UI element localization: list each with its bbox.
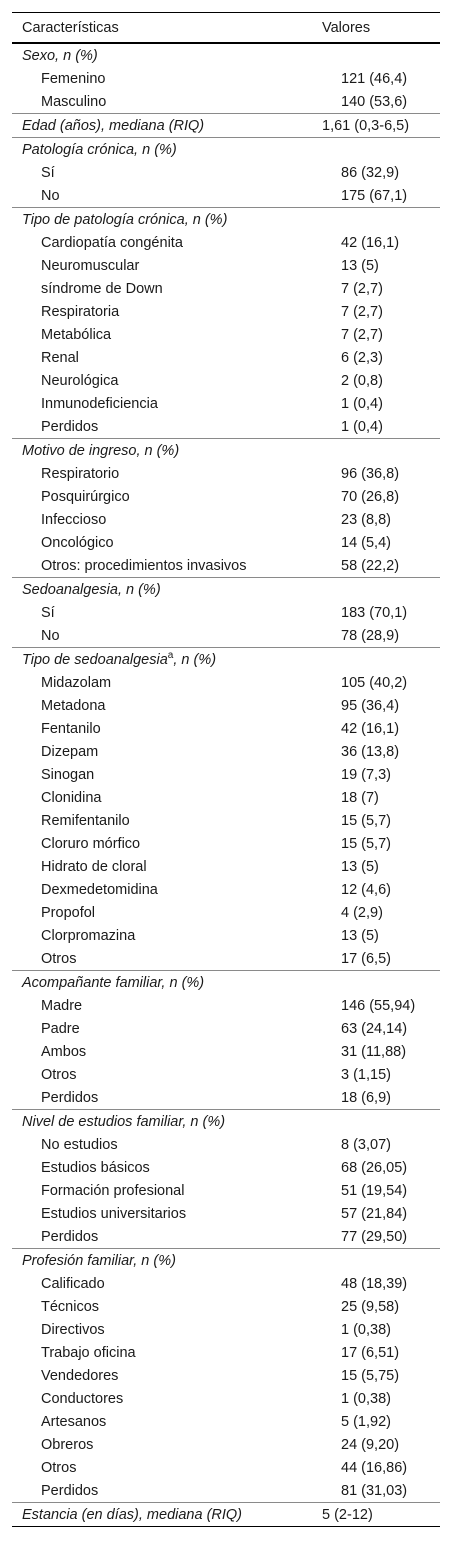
table-header — [12, 13, 440, 44]
table-row — [12, 90, 440, 113]
row-label: Clonidina — [41, 789, 102, 806]
row-value: 18 (6,9) — [341, 1089, 391, 1106]
section-title — [12, 48, 312, 64]
row-label: Cardiopatía congénita — [41, 234, 183, 251]
row-value: 15 (5,7) — [341, 835, 391, 852]
table-row — [12, 763, 440, 786]
table-row — [12, 554, 440, 577]
table-row — [12, 323, 440, 346]
row-value: 42 (16,1) — [341, 234, 400, 251]
row-label: Posquirúrgico — [41, 488, 130, 505]
section-row — [12, 647, 440, 671]
header-characteristics: Características — [22, 19, 119, 36]
row-label: No — [41, 187, 60, 204]
row-value: 24 (9,20) — [341, 1436, 400, 1453]
section-row — [12, 1109, 440, 1133]
section-title-text: Nivel de estudios familiar, n (%) — [22, 1113, 226, 1130]
row-value: 31 (11,88) — [341, 1043, 407, 1060]
row-label: Neurológica — [41, 372, 119, 389]
row-value: 14 (5,4) — [341, 534, 391, 551]
table-row — [12, 809, 440, 832]
row-value: 7 (2,7) — [341, 326, 383, 343]
row-label: Respiratoria — [41, 303, 120, 320]
row-label: Perdidos — [41, 1482, 99, 1499]
section-title-text: Patología crónica, n (%) — [22, 141, 177, 158]
row-label: Técnicos — [41, 1298, 100, 1315]
table-row — [12, 369, 440, 392]
row-value: 13 (5) — [341, 858, 379, 875]
table-row — [12, 1433, 440, 1456]
table-row — [12, 994, 440, 1017]
table-row — [12, 346, 440, 369]
row-label: Metabólica — [41, 326, 112, 343]
table-row — [12, 392, 440, 415]
row-value: 96 (36,8) — [341, 465, 400, 482]
row-label: Neuromuscular — [41, 257, 140, 274]
section-title-text: Tipo de sedoanalgesia — [22, 651, 168, 668]
section-title — [12, 652, 312, 668]
row-label: Oncológico — [41, 534, 114, 551]
section-title-text: Tipo de patología crónica, n (%) — [22, 211, 228, 228]
row-value: 2 (0,8) — [341, 372, 383, 389]
section-row — [12, 207, 440, 231]
row-label: Estudios básicos — [41, 1159, 150, 1176]
table-row — [12, 1133, 440, 1156]
table-row — [12, 1341, 440, 1364]
row-label: Sinogan — [41, 766, 95, 783]
table-row — [12, 531, 440, 554]
row-value: 48 (18,39) — [341, 1275, 408, 1292]
row-label: Estudios universitarios — [41, 1205, 187, 1222]
table-row — [12, 1295, 440, 1318]
table-row — [12, 947, 440, 970]
row-label: Perdidos — [41, 1228, 99, 1245]
row-label: Otros — [41, 1459, 77, 1476]
table-row — [12, 1410, 440, 1433]
row-value: 36 (13,8) — [341, 743, 400, 760]
footnote-marker: a — [167, 651, 174, 661]
row-value: 6 (2,3) — [341, 349, 383, 366]
row-label: Otros: procedimientos invasivos — [41, 557, 247, 574]
row-value: 8 (3,07) — [341, 1136, 391, 1153]
section-title — [12, 1507, 312, 1523]
row-value: 121 (46,4) — [341, 70, 408, 87]
section-title-text: Motivo de ingreso, n (%) — [22, 442, 180, 459]
section-title-text: Sedoanalgesia, n (%) — [22, 581, 161, 598]
section-row — [12, 970, 440, 994]
table-row — [12, 300, 440, 323]
row-label: Directivos — [41, 1321, 105, 1338]
row-value: 44 (16,86) — [341, 1459, 408, 1476]
row-value: 68 (26,05) — [341, 1159, 408, 1176]
row-label: Propofol — [41, 904, 96, 921]
row-label: Obreros — [41, 1436, 94, 1453]
row-label: Calificado — [41, 1275, 105, 1292]
section-title — [12, 212, 312, 228]
row-value: 17 (6,51) — [341, 1344, 400, 1361]
row-value: 4 (2,9) — [341, 904, 383, 921]
table-row — [12, 485, 440, 508]
section-row — [12, 577, 440, 601]
row-label: Madre — [41, 997, 83, 1014]
row-label: Cloruro mórfico — [41, 835, 141, 852]
table-row — [12, 624, 440, 647]
table-row — [12, 415, 440, 438]
table-row — [12, 1479, 440, 1502]
table-row — [12, 1063, 440, 1086]
row-label: No estudios — [41, 1136, 118, 1153]
table-row — [12, 231, 440, 254]
table-row — [12, 277, 440, 300]
row-value: 25 (9,58) — [341, 1298, 400, 1315]
table-row — [12, 1225, 440, 1248]
table-row — [12, 184, 440, 207]
row-label: Conductores — [41, 1390, 124, 1407]
row-value: 51 (19,54) — [341, 1182, 408, 1199]
table-row — [12, 1017, 440, 1040]
row-value: 42 (16,1) — [341, 720, 400, 737]
table-row — [12, 832, 440, 855]
section-row — [12, 1502, 440, 1526]
section-title-text: Estancia (en días), mediana (RIQ) — [22, 1506, 243, 1523]
table-row — [12, 67, 440, 90]
row-value: 5 (1,92) — [341, 1413, 391, 1430]
section-row — [12, 438, 440, 462]
row-value: 19 (7,3) — [341, 766, 391, 783]
table-row — [12, 901, 440, 924]
section-title-text: Profesión familiar, n (%) — [22, 1252, 176, 1269]
row-value: 1 (0,4) — [341, 418, 383, 435]
row-value: 146 (55,94) — [341, 997, 416, 1014]
section-row — [12, 137, 440, 161]
section-title-suffix: , n (%) — [173, 651, 217, 668]
table-row — [12, 694, 440, 717]
row-value: 7 (2,7) — [341, 280, 383, 297]
table-row — [12, 1156, 440, 1179]
table-row — [12, 508, 440, 531]
table-row — [12, 1040, 440, 1063]
table-row — [12, 1086, 440, 1109]
table-row — [12, 924, 440, 947]
row-label: Trabajo oficina — [41, 1344, 136, 1361]
row-label: Dizepam — [41, 743, 99, 760]
row-label: Respiratorio — [41, 465, 120, 482]
table-row — [12, 1364, 440, 1387]
row-value: 7 (2,7) — [341, 303, 383, 320]
row-value: 12 (4,6) — [341, 881, 391, 898]
table-row — [12, 161, 440, 184]
row-label: Infeccioso — [41, 511, 107, 528]
row-value: 15 (5,7) — [341, 812, 391, 829]
row-value: 183 (70,1) — [341, 604, 408, 621]
table-row — [12, 1202, 440, 1225]
table-row — [12, 878, 440, 901]
table-row — [12, 254, 440, 277]
row-label: Masculino — [41, 93, 107, 110]
row-value: 105 (40,2) — [341, 674, 408, 691]
section-title-text: Sexo, n (%) — [22, 47, 98, 64]
row-label: síndrome de Down — [41, 280, 163, 297]
row-value: 1 (0,4) — [341, 395, 383, 412]
table-row — [12, 717, 440, 740]
section-title — [12, 582, 312, 598]
row-value: 140 (53,6) — [341, 93, 408, 110]
row-label: Hidrato de cloral — [41, 858, 147, 875]
row-label: Sí — [41, 604, 55, 621]
row-value: 77 (29,50) — [341, 1228, 408, 1245]
row-label: Otros — [41, 950, 77, 967]
table-row — [12, 1272, 440, 1295]
section-value: 1,61 (0,3-6,5) — [322, 117, 410, 134]
row-value: 57 (21,84) — [341, 1205, 408, 1222]
section-title — [12, 443, 312, 459]
section-title-text: Edad (años), mediana (RIQ) — [22, 117, 205, 134]
row-value: 58 (22,2) — [341, 557, 400, 574]
row-value: 81 (31,03) — [341, 1482, 408, 1499]
row-label: Inmunodeficiencia — [41, 395, 158, 412]
row-value: 3 (1,15) — [341, 1066, 391, 1083]
row-value: 18 (7) — [341, 789, 379, 806]
row-label: Remifentanilo — [41, 812, 130, 829]
row-label: Padre — [41, 1020, 80, 1037]
table-row — [12, 855, 440, 878]
section-title — [12, 975, 312, 991]
row-value: 17 (6,5) — [341, 950, 391, 967]
row-value: 86 (32,9) — [341, 164, 400, 181]
row-label: Midazolam — [41, 674, 112, 691]
header-values: Valores — [322, 19, 371, 36]
table-row — [12, 740, 440, 763]
row-value: 1 (0,38) — [341, 1321, 391, 1338]
table-row — [12, 462, 440, 485]
characteristics-table — [12, 12, 440, 1527]
row-label: Fentanilo — [41, 720, 101, 737]
row-label: Perdidos — [41, 1089, 99, 1106]
row-label: Dexmedetomidina — [41, 881, 158, 898]
table-row — [12, 1179, 440, 1202]
row-value: 15 (5,75) — [341, 1367, 400, 1384]
row-label: Vendedores — [41, 1367, 119, 1384]
table-row — [12, 1387, 440, 1410]
section-title — [12, 118, 312, 134]
section-row — [12, 113, 440, 137]
row-value: 23 (8,8) — [341, 511, 391, 528]
row-label: Ambos — [41, 1043, 87, 1060]
table-row — [12, 1456, 440, 1479]
table-body — [12, 44, 440, 1526]
table-row — [12, 601, 440, 624]
section-row — [12, 1248, 440, 1272]
row-value: 13 (5) — [341, 257, 379, 274]
row-value: 13 (5) — [341, 927, 379, 944]
section-title — [12, 1114, 312, 1130]
row-value: 78 (28,9) — [341, 627, 400, 644]
row-value: 1 (0,38) — [341, 1390, 391, 1407]
row-label: Metadona — [41, 697, 106, 714]
section-row — [12, 44, 440, 67]
row-value: 175 (67,1) — [341, 187, 408, 204]
row-value: 63 (24,14) — [341, 1020, 408, 1037]
table-row — [12, 1318, 440, 1341]
table-row — [12, 671, 440, 694]
section-value: 5 (2-12) — [322, 1506, 373, 1523]
row-label: Clorpromazina — [41, 927, 136, 944]
row-label: Sí — [41, 164, 55, 181]
section-title — [12, 1253, 312, 1269]
row-label: Artesanos — [41, 1413, 107, 1430]
row-label: Renal — [41, 349, 79, 366]
row-label: No — [41, 627, 60, 644]
section-title — [12, 142, 312, 158]
row-value: 95 (36,4) — [341, 697, 400, 714]
row-label: Perdidos — [41, 418, 99, 435]
section-title-text: Acompañante familiar, n (%) — [22, 974, 205, 991]
row-value: 70 (26,8) — [341, 488, 400, 505]
row-label: Femenino — [41, 70, 106, 87]
row-label: Formación profesional — [41, 1182, 185, 1199]
table-row — [12, 786, 440, 809]
table-bottom-rule — [12, 1526, 440, 1527]
row-label: Otros — [41, 1066, 77, 1083]
